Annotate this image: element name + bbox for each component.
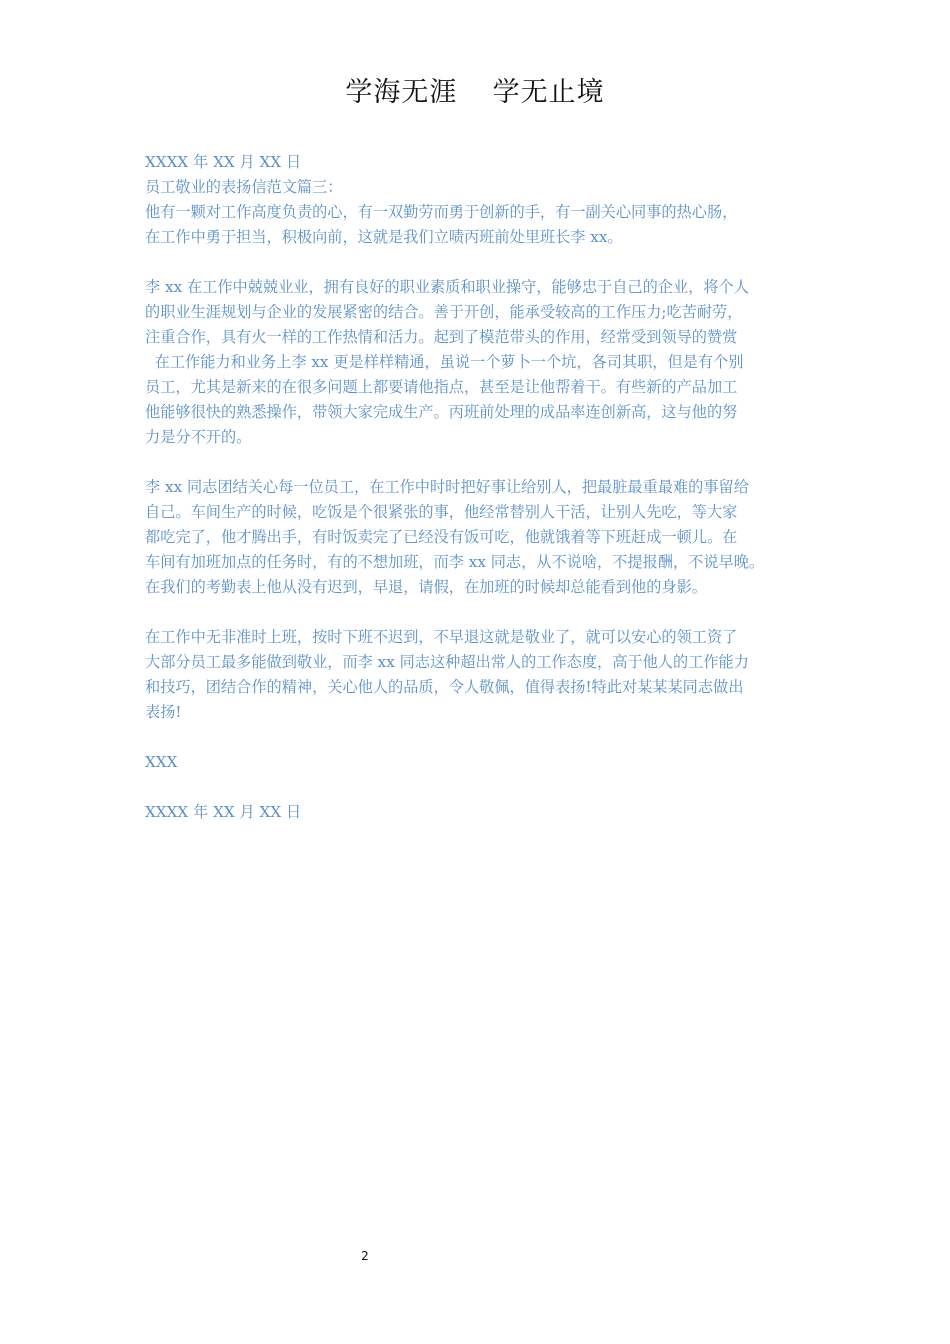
paragraph-spacer <box>145 775 825 800</box>
paragraph-spacer <box>145 250 825 275</box>
paragraph-2-line-6: 他能够很快的熟悉操作，带领大家完成生产。丙班前处理的成品率连创新高，这与他的努 <box>145 403 738 421</box>
date-top: XXXX 年 XX 月 XX 日 <box>145 153 302 171</box>
page-number: 2 <box>361 1249 369 1263</box>
paragraph-spacer <box>145 725 825 750</box>
paragraph-2-line-2: 的职业生涯规划与企业的发展紧密的结合。善于开创，能承受较高的工作压力;吃苦耐劳， <box>145 303 743 321</box>
paragraph-2-line-5: 员工，尤其是新来的在很多问题上都要请他指点，甚至是让他帮着干。有些新的产品加工 <box>145 378 738 396</box>
paragraph-3-line-4: 车间有加班加点的任务时，有的不想加班，而李 xx 同志，从不说啥，不提报酬，不说早晚。 <box>145 553 765 571</box>
paragraph-1-line-2: 在工作中勇于担当，积极向前，这就是我们立啧丙班前处里班长李 xx。 <box>145 228 623 246</box>
paragraph-spacer <box>145 600 825 625</box>
paragraph-spacer <box>145 450 825 475</box>
paragraph-2-line-3: 注重合作，具有火一样的工作热情和活力。起到了模范带头的作用，经常受到领导的赞赏 <box>145 328 738 346</box>
paragraph-1-line-1: 他有一颗对工作高度负责的心，有一双勤劳而勇于创新的手，有一副关心同事的热心肠， <box>145 203 738 221</box>
paragraph-4-line-3: 和技巧，团结合作的精神，关心他人的品质，令人敬佩，值得表扬!特此对某某某同志做出 <box>145 678 744 696</box>
paragraph-3-line-5: 在我们的考勤表上他从没有迟到，早退，请假，在加班的时候却总能看到他的身影。 <box>145 578 707 596</box>
page-header-title: 学海无涯 学无止境 <box>345 77 605 108</box>
paragraph-4-line-4: 表扬! <box>145 703 182 721</box>
paragraph-4-line-2: 大部分员工最多能做到敬业，而李 xx 同志这种超出常人的工作态度，高于他人的工作能力 <box>145 653 749 671</box>
paragraph-2-line-1: 李 xx 在工作中兢兢业业，拥有良好的职业素质和职业操守，能够忠于自己的企业，将个人 <box>145 278 749 296</box>
signature: XXX <box>145 753 178 771</box>
paragraph-3-line-1: 李 xx 同志团结关心每一位员工，在工作中时时把好事让给别人，把最脏最重最难的事留给 <box>145 478 749 496</box>
paragraph-4-line-1: 在工作中无非准时上班，按时下班不迟到，不早退这就是敬业了，就可以安心的领工资了 <box>145 628 738 646</box>
paragraph-2-line-7: 力是分不开的。 <box>145 428 252 446</box>
paragraph-3-line-2: 自己。车间生产的时候，吃饭是个很紧张的事，他经常替别人干活，让别人先吃，等大家 <box>145 503 738 521</box>
document-heading: 员工敬业的表扬信范文篇三： <box>145 178 343 196</box>
date-bottom: XXXX 年 XX 月 XX 日 <box>145 803 302 821</box>
document-body <box>145 150 825 825</box>
paragraph-3-line-3: 都吃完了，他才腾出手，有时饭卖完了已经没有饭可吃，他就饿着等下班赶成一顿儿。在 <box>145 528 738 546</box>
paragraph-2-line-4: 在工作能力和业务上李 xx 更是样样精通，虽说一个萝卜一个坑，各司其职，但是有个别 <box>145 353 744 371</box>
